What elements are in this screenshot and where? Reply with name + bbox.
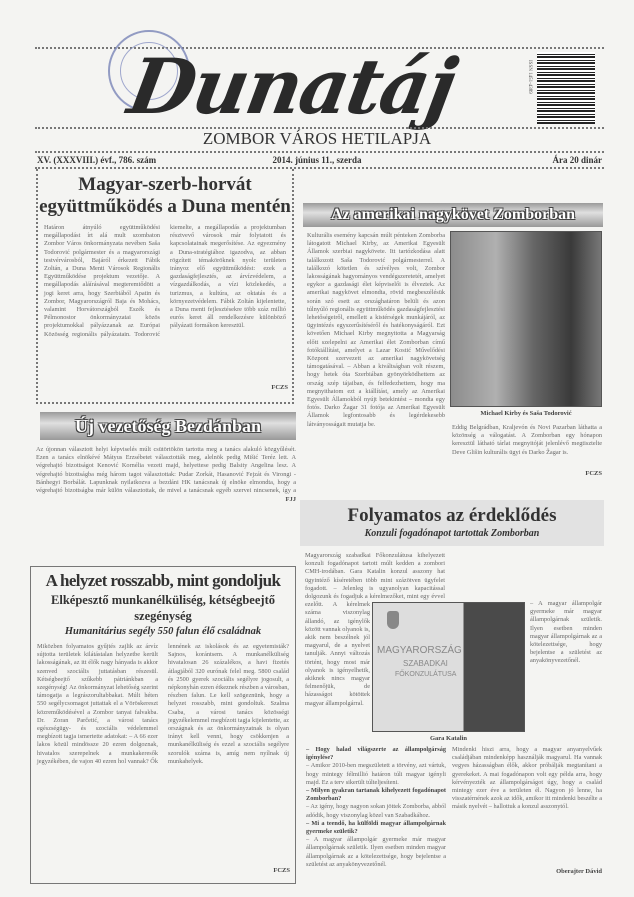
answer: – Az igény, hogy nagyon sokan jöttek Zomborba, abból adódik, hogy viszonylag közel van Szabadkához. (306, 803, 446, 819)
article-header (300, 500, 604, 546)
headline-bezdan: Új vezetőség Bezdánban (40, 412, 296, 440)
issn: ISSN 1451-4389 (527, 60, 532, 94)
article-body: Magyarország szabadkai Főkonzulátusa kihelyezett konzuli fogadónapot tartott múlt kedden a zombori CMH-irodában. Gara Katalin konzul asszony hat ügyintéző kíséretében több mint százötven ügyfelet fogadott. – Jelenleg is ugyanolyan kapacitással dolgozunk és fogadjuk a kérelmezőket, mint egy évvel ezelőtt. A kérelmek száma viszonylag állandó, az igénylők között vannak olyanok is, akik nem beszélnek jól magyarul, de a nyelvet tanulják. Annyi változás történt, hogy most már olyanok is igényelhetik, akiknek nincs magyar felmenőjük, de házasságot kötöttek magyar állampolgárral. (305, 552, 445, 707)
article-body: Kulturális esemény kapcsán múlt pénteken Zomborba látogatott Michael Kirby, az Amerikai Egyesült Államok szerbiai nagykövete. Itt tartózkodása alatt találkozott Saša Todorović polgármesterrel. A találkozó kötetlen és szívélyes volt, Zombor lakosságának hagyományos vendégszeretetét, amelyet egykor a gazdasági élet képviselői is élveztek. Az amerikai nagykövet elmondta, rövid megbeszélésük során szó esett az országhatáron belüli és azon túlnyúló regionális együttműködés gazdaságfejlesztési lehetőségeiről, emellett a kistérségek munkájáról, az ügyintézés egyszerűsítéséről és hatékonyságáról. Ezt követően Michael Kirby megnyitotta a Magyarság előtt szelepelni az Amerikai élet Zomborban című fotókiállítást, amelyet a Lazar Kostić Művelődési Központ szervezett az amerikai nagykövetség támogatásával. – Abban a kiváltságban volt részem, hogy hetek óta Szerbiában gyönyörködhettem az ország szép tájaiban, és felfedezhettem, hogy ma megnyithatom ezt a kiállítást, amely az Amerikai Egyesült Államokból nyújt betekintést – mondta egy fotós. Darko Žagar 31 fotója az Amerikai Egyesült Államok legfontosabb és legérdekesebb látványosságait mutatja be. (307, 232, 445, 428)
subheadline-italic: Humanitárius segély 550 falun élő családnak (64, 626, 262, 637)
photo-sign-line2: SZABADKAI (403, 659, 448, 668)
article-body: Az újonnan választott helyi képviselés múlt csütörtökön tartotta meg a tanács alakuló közgyűlését. Ezen a tanács elnökévé Mátyus Erzsébetet választották meg, alelnök pedig Mišić Teréz lett. A végrehajtó bizottságot Kenović Kornélia vezeti majd, helyettese pedig Balsity Angelina lesz. A végrehajtó bizottságba még három tagot választottak: Pudar Zorkát, Hasanović Fejzát és Virongi - Bánhegyi Borbálát. Lapunknak nyilatkozva a bezdáni HK tanácsnak új elnöke elmondta, hogy a végrehajtó bizottságba már külön választottak, de mivel a tanácsnak egyéb szervei nincsenek, így a (36, 446, 296, 494)
headline-consulate: Folyamatos az érdeklődés (347, 505, 557, 526)
answer: – A magyar állampolgár gyermeke már magyar állampolgárnak születik. Ilyen esetben minden magyar állampolgárnak az a kötelezettsége, hogy bejelentse a születést az anyakönyvezetőnél. (306, 836, 446, 868)
photo-sign-line1: MAGYARORSZÁG (377, 645, 462, 656)
author-sign: Oberajter Dávid (556, 868, 602, 875)
article-body-side: – A magyar állampolgár gyermeke már magyar állampolgárnak születik. Ilyen esetben minden magyar állampolgárnak az a kötelezettsége, hogy bejelentse a születést az anyakönyvezetőnél. (530, 600, 602, 665)
author-sign: FCZS (271, 384, 288, 391)
issue-date: 2014. június 11., szerda (272, 155, 362, 165)
coat-of-arms-icon (387, 611, 399, 629)
price: Ára 20 dinár (552, 155, 602, 165)
question: – Hogy halad világszerte az állampolgárság igénylése? (306, 746, 446, 762)
masthead-subtitle: ZOMBOR VÁROS HETILAPJA (202, 129, 432, 148)
question: – Milyen gyakran tartanak kihelyezett fogadónapot Zomborban? (306, 787, 446, 803)
author-sign: FJJ (285, 496, 296, 503)
photo-caption: Michael Kirby és Saša Todorović (480, 410, 572, 417)
subheadline: Elképesztő munkanélküliség, kétségbeejtő (51, 593, 275, 607)
headline-line2: együttműködés a Duna mentén (39, 196, 291, 217)
photo-sign-line3: FŐKONZULÁTUSA (395, 671, 457, 678)
article-poverty (30, 566, 296, 884)
article-cooperation (36, 169, 294, 404)
newspaper-logo: Dunatáj (122, 42, 462, 131)
author-sign: FCZS (585, 470, 602, 477)
article-body: Miközben folyamatos gyűjtés zajlik az árvíz sújtotta területek kilátástalan helyzetbe került lakosságának, az itt élők nagy hányada is akkor szenved szociális juttatásban részesül. Kétségbeejtő szűkebb pátriánkban a szegénység! Az önkormányzat lehetőség szerint támogatja a legrászorultabbakat. Múlt héten 550 segélycsomagot juttattak el a Vöröskereszt közreműködésével a Zombor tanyai falvakba. Dr. Zoran Parčetić, a városi tanács egészségügy- és szociális védelemmel megbízott tagja ismertette adatokat: – A 66 ezer lakos közül mindössze 20 ezren dolgoznak, hivatalos szerepelnek a munkakeresők jegyzékében, de vajon 40 ezren hol vannak? Ők lennének az iskolások és az egyetemisták? Sajnos, korántsem. A munkanélküliség hivatalosan 26 százalékos, a havi fizetés átlagjából 320 eurónak felel meg. 5800 család és 2500 gyerek szociális segélyre jogosult, a népkonyhán ezren étkeznek részben a városban, részben falun. Le kell szögeznünk, hogy a helyzet rosszabb, mint gondoltuk. Szalma Csaba, a városi tanács közösségi jegyzékelemmel megbízott tagja kijelentette, az országnak és az önkormányzatnak is olyan irányt kell venni, hogy csökkenjen a munkanélküliség és ezzel a szociális segélyre szorulók száma is, amíg nem nyílnak új munkahelyek. (37, 643, 289, 765)
article-body: Mindenki hiszi arra, hogy a magyar anyanyelvűek családjában mindenképp használják magyarul. Ha vannak vegyes házasságban élők, akkor próbálják megtanítani a gyerekeket. A mai fogadónapon volt egy példa arra, hogy kérvényezték az állampolgárságot úgy, hogy a család mintegy ezer éve a területen él. Nagyon jó lenne, ha visszatérnének azok az idők, amikor itt mindenki beszélte a másik nyelvét – hallottuk a konzul asszonytól. (452, 746, 602, 811)
barcode (537, 52, 595, 124)
headline-poverty: A helyzet rosszabb, mint gondoljuk (45, 571, 281, 590)
answer: – Amikor 2010-ben megszületett a törvény, azt vártuk, hogy mintegy félmillió határon túli magyar igényli majd. Ez a terv sikerült túlteljesíteni. (306, 762, 446, 786)
headline-ambassador: Az amerikai nagykövet Zomborban (303, 203, 603, 227)
article-body: Határon átnyúló együttműködési megállapodást írt alá mult szombaton Zombor Város önkormányzata nevében Saša Todorović polgármester és a magyarországi testvérvárosból, Bajáról érkezett Fábik Zoltán, a Duna Menti Városok Regionális Együttműködése projektum vezetője. A megállapodás aláírásával megteremtődött a jogi keret arra, hogy Szerbiából Apatin és Zombor, Magyarországról Baja és Mohács, valamint Horvátországból Eszék és Pélmonostor önkormányzatai közös projektumokkal pályázzanak az Európai Közösség regionális pályázatain. Todorović kiemelte, a megállapodás a projektumban résztvevő városok már folytatott és kapcsolatainak megerősítése. Az egyezmény a Duna-stratégiához igazodva, az abban rögzített témaköröknek nyolc területen irányoz elő együttműködést: ezek a gazdaságfejlesztés, az árvízvédelem, a vízgazdálkodás, a vízi közlekedés, a turizmus, a kultúra, az oktatás és a környezetvédelem. Fábik Zoltán kijelentette, a Duna menti fejlesztésekre több száz millió eurós keret áll rendelkezésre különböző pályázati formákon keresztül. (44, 224, 286, 338)
interview (306, 746, 446, 892)
photo-caption: Gara Katalin (429, 735, 467, 742)
headline-line1: Magyar-szerb-horvát (78, 174, 252, 195)
photo-consul (372, 602, 525, 732)
article-body: Eddig Belgrádban, Kraljevón és Novi Pazarban láthatta a közönség a válogatást. A Zomborban egy hónapon keresztül látható tárlat megnyitóját jelenlévő megtisztelte Deve Glišin kulturális ügyi és Darko Žagar is. (452, 424, 602, 456)
author-sign: FCZS (273, 867, 290, 874)
question: – Mi a teendő, ha külföldi magyar állampolgárnak gyermeke születik? (306, 819, 446, 836)
headline-subtitle: Konzuli fogadónapot tartottak Zomborban (364, 528, 540, 539)
issue-number: XV. (XXXVIII.) évf., 786. szám (37, 155, 157, 165)
subheadline: szegénység (134, 609, 192, 623)
photo-ambassador-mayor (450, 231, 602, 407)
